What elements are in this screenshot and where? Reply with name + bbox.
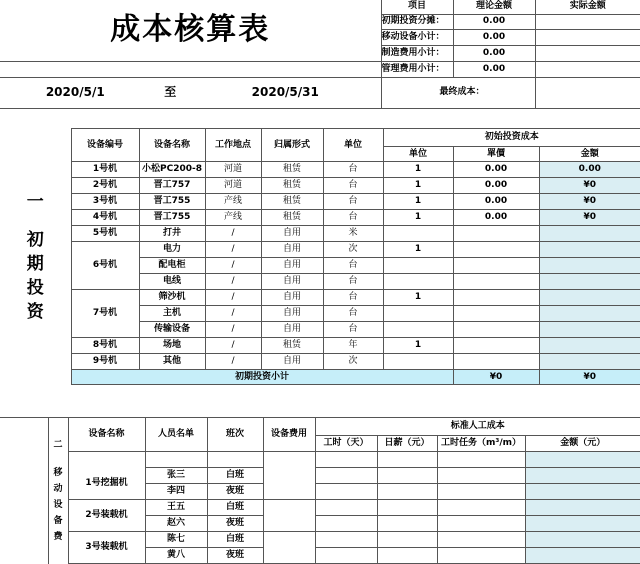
col-header-labor-amount: 金额（元） bbox=[525, 436, 640, 452]
person-name: 张三 bbox=[145, 468, 207, 484]
machine-price: 0.00 bbox=[453, 194, 539, 210]
person-name: 黄八 bbox=[145, 548, 207, 564]
start-date: 2020/5/1 bbox=[45, 85, 105, 99]
device-fee bbox=[263, 500, 315, 532]
page-title: 成本核算表 bbox=[0, 0, 381, 61]
subtotal-actual: ¥0 bbox=[539, 370, 640, 385]
col-header-code: 设备编号 bbox=[71, 129, 139, 162]
machine-name: 场地 bbox=[139, 338, 205, 354]
machine-ownership: 自用 bbox=[261, 322, 323, 338]
table-row bbox=[0, 532, 640, 548]
labor-side bbox=[48, 418, 68, 564]
machine-qty bbox=[383, 226, 453, 242]
device-fee bbox=[263, 532, 315, 564]
machine-amount bbox=[539, 306, 640, 322]
machine-amount: ¥0 bbox=[539, 178, 640, 194]
machine-price: 0.00 bbox=[453, 178, 539, 194]
machine-name: 晋工757 bbox=[139, 178, 205, 194]
machine-ownership: 租赁 bbox=[261, 338, 323, 354]
machine-ownership: 自用 bbox=[261, 306, 323, 322]
col-header-group: 初始投资成本 bbox=[383, 129, 640, 147]
machine-ownership: 自用 bbox=[261, 258, 323, 274]
table-row bbox=[0, 290, 640, 306]
machine-price bbox=[453, 290, 539, 306]
machine-location: / bbox=[205, 338, 261, 354]
person-name: 王五 bbox=[145, 500, 207, 516]
table-row bbox=[0, 452, 640, 468]
summary-item: 管理费用小计： bbox=[381, 61, 453, 77]
col-header-name: 设备名称 bbox=[139, 129, 205, 162]
title-spacer bbox=[0, 61, 381, 77]
machine-ownership: 自用 bbox=[261, 226, 323, 242]
machine-location: / bbox=[205, 226, 261, 242]
machine-name: 其他 bbox=[139, 354, 205, 370]
machine-amount bbox=[539, 274, 640, 290]
machine-location: / bbox=[205, 242, 261, 258]
machine-unit: 台 bbox=[323, 290, 383, 306]
machine-location: 产线 bbox=[205, 210, 261, 226]
machine-amount bbox=[539, 226, 640, 242]
shift: 夜班 bbox=[207, 484, 263, 500]
final-cost-value bbox=[535, 77, 640, 108]
machine-location: / bbox=[205, 258, 261, 274]
machine-unit: 次 bbox=[323, 354, 383, 370]
col-header-person: 人员名单 bbox=[145, 418, 207, 452]
summary-header-item: 项目 bbox=[381, 0, 453, 14]
machine-price bbox=[453, 242, 539, 258]
machine-unit: 台 bbox=[323, 178, 383, 194]
machine-code: 3号机 bbox=[71, 194, 139, 210]
shift: 夜班 bbox=[207, 516, 263, 532]
machine-amount bbox=[539, 322, 640, 338]
machine-location: / bbox=[205, 354, 261, 370]
table-row bbox=[0, 226, 640, 242]
machine-name: 晋工755 bbox=[139, 194, 205, 210]
header-block bbox=[0, 0, 640, 109]
summary-item: 初期投资分摊： bbox=[381, 14, 453, 29]
labor-amount bbox=[525, 468, 640, 484]
labor-amount bbox=[525, 452, 640, 468]
subtotal-theory: ¥0 bbox=[453, 370, 539, 385]
machine-amount bbox=[539, 338, 640, 354]
machine-code: 9号机 bbox=[71, 354, 139, 370]
machine-price: 0.00 bbox=[453, 162, 539, 178]
machine-qty bbox=[383, 306, 453, 322]
machine-location: / bbox=[205, 322, 261, 338]
table-row bbox=[0, 500, 640, 516]
machine-unit: 次 bbox=[323, 242, 383, 258]
shift: 白班 bbox=[207, 500, 263, 516]
to-label: 至 bbox=[164, 85, 177, 99]
summary-item: 制造费用小计： bbox=[381, 45, 453, 61]
end-date: 2020/5/31 bbox=[251, 85, 319, 99]
summary-item: 移动设备小计： bbox=[381, 29, 453, 45]
table-row bbox=[0, 210, 640, 226]
col-header-task: 工时任务（m³/m） bbox=[437, 436, 525, 452]
col-header-ownership: 归属形式 bbox=[261, 129, 323, 162]
col-header-device: 设备名称 bbox=[68, 418, 145, 452]
investment-side-mark: 一 bbox=[26, 191, 44, 212]
device-name-spacer bbox=[68, 452, 145, 468]
person-name bbox=[145, 452, 207, 468]
col-header-wage: 日薪（元） bbox=[377, 436, 437, 452]
col-header-shift: 班次 bbox=[207, 418, 263, 452]
summary-theory: 0.00 bbox=[453, 45, 535, 61]
table-row bbox=[0, 162, 640, 178]
investment-table bbox=[0, 128, 640, 385]
machine-amount bbox=[539, 242, 640, 258]
shift: 夜班 bbox=[207, 548, 263, 564]
subtotal-row bbox=[0, 370, 640, 385]
table-row bbox=[0, 468, 640, 484]
device-fee bbox=[263, 452, 315, 468]
labor-amount bbox=[525, 516, 640, 532]
summary-theory: 0.00 bbox=[453, 29, 535, 45]
device-name: 2号装载机 bbox=[68, 500, 145, 532]
investment-block bbox=[0, 128, 640, 385]
machine-qty bbox=[383, 258, 453, 274]
col-header-fee: 设备费用 bbox=[263, 418, 315, 452]
summary-header-theory: 理论金额 bbox=[453, 0, 535, 14]
machine-amount bbox=[539, 354, 640, 370]
machine-ownership: 租赁 bbox=[261, 194, 323, 210]
person-name: 赵六 bbox=[145, 516, 207, 532]
machine-qty bbox=[383, 354, 453, 370]
machine-unit: 台 bbox=[323, 322, 383, 338]
machine-name: 打井 bbox=[139, 226, 205, 242]
machine-qty: 1 bbox=[383, 290, 453, 306]
machine-unit: 台 bbox=[323, 210, 383, 226]
table-row bbox=[0, 338, 640, 354]
shift: 白班 bbox=[207, 532, 263, 548]
table-row bbox=[0, 178, 640, 194]
shift bbox=[207, 452, 263, 468]
investment-side bbox=[0, 129, 71, 385]
machine-location: 河道 bbox=[205, 162, 261, 178]
col-header-qty: 单位 bbox=[383, 147, 453, 162]
machine-price bbox=[453, 338, 539, 354]
machine-code: 8号机 bbox=[71, 338, 139, 354]
machine-unit: 台 bbox=[323, 258, 383, 274]
machine-unit: 台 bbox=[323, 274, 383, 290]
table-row bbox=[0, 194, 640, 210]
machine-name: 电线 bbox=[139, 274, 205, 290]
summary-actual bbox=[535, 29, 640, 45]
header-table bbox=[0, 0, 640, 109]
machine-price: 0.00 bbox=[453, 210, 539, 226]
machine-code: 4号机 bbox=[71, 210, 139, 226]
table-row bbox=[0, 354, 640, 370]
machine-qty: 1 bbox=[383, 242, 453, 258]
table-row bbox=[0, 242, 640, 258]
machine-qty bbox=[383, 274, 453, 290]
subtotal-label: 初期投资小计 bbox=[71, 370, 453, 385]
machine-price bbox=[453, 226, 539, 242]
machine-price bbox=[453, 322, 539, 338]
machine-location: 产线 bbox=[205, 194, 261, 210]
machine-price bbox=[453, 354, 539, 370]
device-name: 3号装载机 bbox=[68, 532, 145, 564]
machine-location: / bbox=[205, 274, 261, 290]
machine-unit: 台 bbox=[323, 194, 383, 210]
machine-ownership: 租赁 bbox=[261, 210, 323, 226]
machine-price bbox=[453, 258, 539, 274]
col-header-price: 單價 bbox=[453, 147, 539, 162]
machine-code: 1号机 bbox=[71, 162, 139, 178]
labor-side-mark: 二 bbox=[53, 439, 63, 450]
machine-unit: 台 bbox=[323, 306, 383, 322]
machine-qty: 1 bbox=[383, 178, 453, 194]
summary-actual bbox=[535, 45, 640, 61]
machine-name: 电力 bbox=[139, 242, 205, 258]
machine-name: 传输设备 bbox=[139, 322, 205, 338]
machine-ownership: 自用 bbox=[261, 242, 323, 258]
machine-amount: ¥0 bbox=[539, 210, 640, 226]
machine-code: 7号机 bbox=[71, 290, 139, 338]
machine-location: / bbox=[205, 290, 261, 306]
machine-price bbox=[453, 306, 539, 322]
machine-code: 5号机 bbox=[71, 226, 139, 242]
machine-unit: 米 bbox=[323, 226, 383, 242]
device-fee bbox=[263, 468, 315, 500]
date-range bbox=[0, 77, 381, 108]
machine-name: 主机 bbox=[139, 306, 205, 322]
labor-amount bbox=[525, 548, 640, 564]
machine-ownership: 租赁 bbox=[261, 178, 323, 194]
machine-qty: 1 bbox=[383, 338, 453, 354]
col-header-days: 工时（天） bbox=[315, 436, 377, 452]
shift: 白班 bbox=[207, 468, 263, 484]
investment-side-label: 初期投资 bbox=[26, 229, 44, 322]
col-header-location: 工作地点 bbox=[205, 129, 261, 162]
machine-amount bbox=[539, 290, 640, 306]
machine-code: 2号机 bbox=[71, 178, 139, 194]
summary-actual bbox=[535, 14, 640, 29]
machine-unit: 年 bbox=[323, 338, 383, 354]
machine-name: 晋工755 bbox=[139, 210, 205, 226]
person-name: 陈七 bbox=[145, 532, 207, 548]
summary-actual bbox=[535, 61, 640, 77]
machine-name: 小松PC200-8 bbox=[139, 162, 205, 178]
machine-amount bbox=[539, 258, 640, 274]
machine-code: 6号机 bbox=[71, 242, 139, 290]
machine-unit: 台 bbox=[323, 162, 383, 178]
machine-name: 筛沙机 bbox=[139, 290, 205, 306]
machine-amount: ¥0 bbox=[539, 194, 640, 210]
machine-ownership: 自用 bbox=[261, 290, 323, 306]
labor-amount bbox=[525, 484, 640, 500]
labor-block bbox=[0, 417, 640, 564]
machine-amount: 0.00 bbox=[539, 162, 640, 178]
machine-qty: 1 bbox=[383, 162, 453, 178]
device-name: 1号挖掘机 bbox=[68, 468, 145, 500]
summary-theory: 0.00 bbox=[453, 61, 535, 77]
col-header-unit: 单位 bbox=[323, 129, 383, 162]
machine-location: / bbox=[205, 306, 261, 322]
labor-table bbox=[0, 417, 640, 564]
machine-qty: 1 bbox=[383, 210, 453, 226]
machine-name: 配电柜 bbox=[139, 258, 205, 274]
machine-qty bbox=[383, 322, 453, 338]
labor-amount bbox=[525, 532, 640, 548]
labor-amount bbox=[525, 500, 640, 516]
col-header-labor-group: 标准人工成本 bbox=[315, 418, 640, 436]
machine-ownership: 自用 bbox=[261, 274, 323, 290]
machine-qty: 1 bbox=[383, 194, 453, 210]
machine-ownership: 租赁 bbox=[261, 162, 323, 178]
col-header-amount: 金額 bbox=[539, 147, 640, 162]
machine-ownership: 自用 bbox=[261, 354, 323, 370]
labor-side-label: 移动设备费 bbox=[53, 467, 63, 542]
labor-left-gutter bbox=[0, 418, 48, 564]
summary-theory: 0.00 bbox=[453, 14, 535, 29]
person-name: 李四 bbox=[145, 484, 207, 500]
machine-price bbox=[453, 274, 539, 290]
machine-location: 河道 bbox=[205, 178, 261, 194]
summary-header-actual: 实际金额 bbox=[535, 0, 640, 14]
final-cost-label: 最终成本： bbox=[381, 77, 535, 108]
